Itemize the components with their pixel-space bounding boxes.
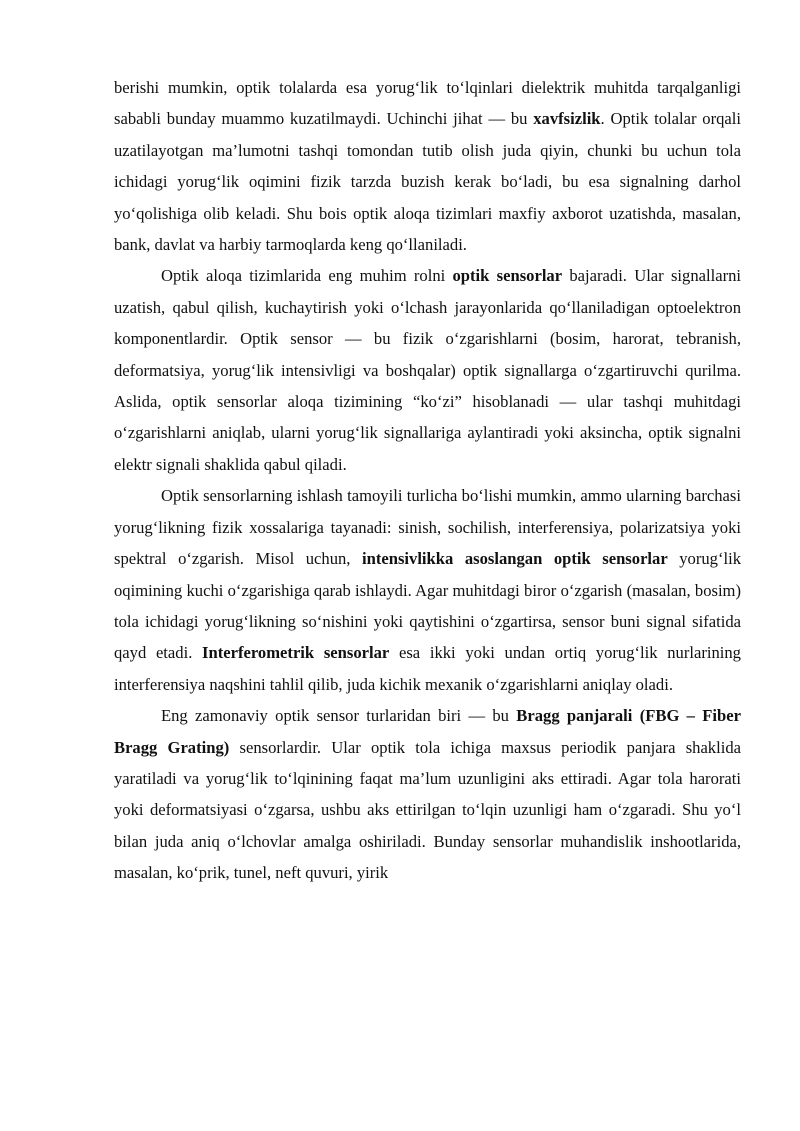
paragraph-2-text: Optik aloqa tizimlarida eng muhim rolni bbox=[161, 266, 453, 286]
paragraph-1-text: . Optik tolalar orqali uzatilayotgan ma’lumotni tashqi tomondan tutib olish juda qiyin, chunki bu uchun tola ichidagi yorug‘lik oqimini fizik tarzda buzish kerak bo‘ladi, bu esa signalning darhol yo‘qolishiga olib keladi. Shu bois optik aloqa tizimlari maxfiy axborot uzatishda, masalan, bank, davlat va harbiy tarmoqlarda keng qo‘llaniladi. bbox=[114, 109, 741, 255]
body-text bbox=[114, 72, 741, 889]
paragraph-3-bold-term: intensivlikka asoslangan optik sensorlar bbox=[362, 549, 668, 569]
paragraph-2-bold-term: optik sensorlar bbox=[452, 266, 563, 286]
paragraph-2 bbox=[114, 260, 741, 480]
paragraph-4-text: sensorlardir. Ular optik tola ichiga maxsus periodik panjara shaklida yaratiladi va yorug‘lik to‘lqinining faqat ma’lum uzunligini aks ettiradi. Agar tola harorati yoki deformatsiyasi o‘zgarsa, ushbu aks ettirilgan to‘lqin uzunligi ham o‘zgaradi. Shu yo‘l bilan juda aniq o‘lchovlar amalga oshiriladi. Bunday sensorlar muhandislik inshootlarida, masalan, ko‘prik, tunel, neft quvuri, yirik bbox=[114, 737, 741, 883]
paragraph-3-text: Optik sensorlarning ishlash tamoyili turlicha bo‘lishi mumkin, ammo ularning barchasi yorug‘likning fizik xossalariga tayanadi: sinish, sochilish, interferensiya, polarizatsiya yoki spektral o‘zgarish. Misol uchun, bbox=[114, 486, 741, 569]
paragraph-3 bbox=[114, 480, 741, 700]
paragraph-3-text: yorug‘lik oqimining kuchi o‘zgarishiga qarab ishlaydi. Agar muhitdagi biror o‘zgarish (masalan, bosim) tola ichidagi yorug‘likning so‘nishini yoki qaytishini o‘zgartirsa, sensor buni signal sifatida qayd etadi. bbox=[114, 549, 742, 663]
paragraph-1-bold-term: xavfsizlik bbox=[533, 109, 601, 129]
paragraph-3-bold-term: Interferometrik sensorlar bbox=[202, 643, 390, 663]
paragraph-1-text: berishi mumkin, optik tolalarda esa yorug‘lik to‘lqinlari dielektrik muhitda tarqalganligi sababli bunday muammo kuzatilmaydi. Uchinchi jihat — bu bbox=[114, 78, 741, 129]
paragraph-2-text: bajaradi. Ular signallarni uzatish, qabul qilish, kuchaytirish yoki o‘lchash jarayonlarida qo‘llaniladigan optoelektron komponentlardir. Optik sensor — bu fizik o‘zgarishlarni (bosim, harorat, tebranish, deformatsiya, yorug‘lik intensivligi va boshqalar) optik signallarga o‘zgartiruvchi qurilma. Aslida, optik sensorlar aloqa tizimining “ko‘zi” hisoblanadi — ular tashqi muhitdagi o‘zgarishlarni aniqlab, ularni yorug‘lik signallariga aylantiradi yoki aksincha, optik signalni elektr signali shaklida qabul qiladi. bbox=[114, 266, 742, 474]
paragraph-1 bbox=[114, 72, 741, 260]
paragraph-3-text: esa ikki yoki undan ortiq yorug‘lik nurlarining interferensiya naqshini tahlil qilib, juda kichik mexanik o‘zgarishlarni aniqlay oladi. bbox=[114, 643, 741, 694]
paragraph-4-text: Eng zamonaviy optik sensor turlaridan biri — bu bbox=[161, 706, 517, 726]
paragraph-4 bbox=[114, 700, 741, 888]
paragraph-4-bold-term: Bragg panjarali (FBG – Fiber Bragg Grating) bbox=[114, 706, 741, 757]
